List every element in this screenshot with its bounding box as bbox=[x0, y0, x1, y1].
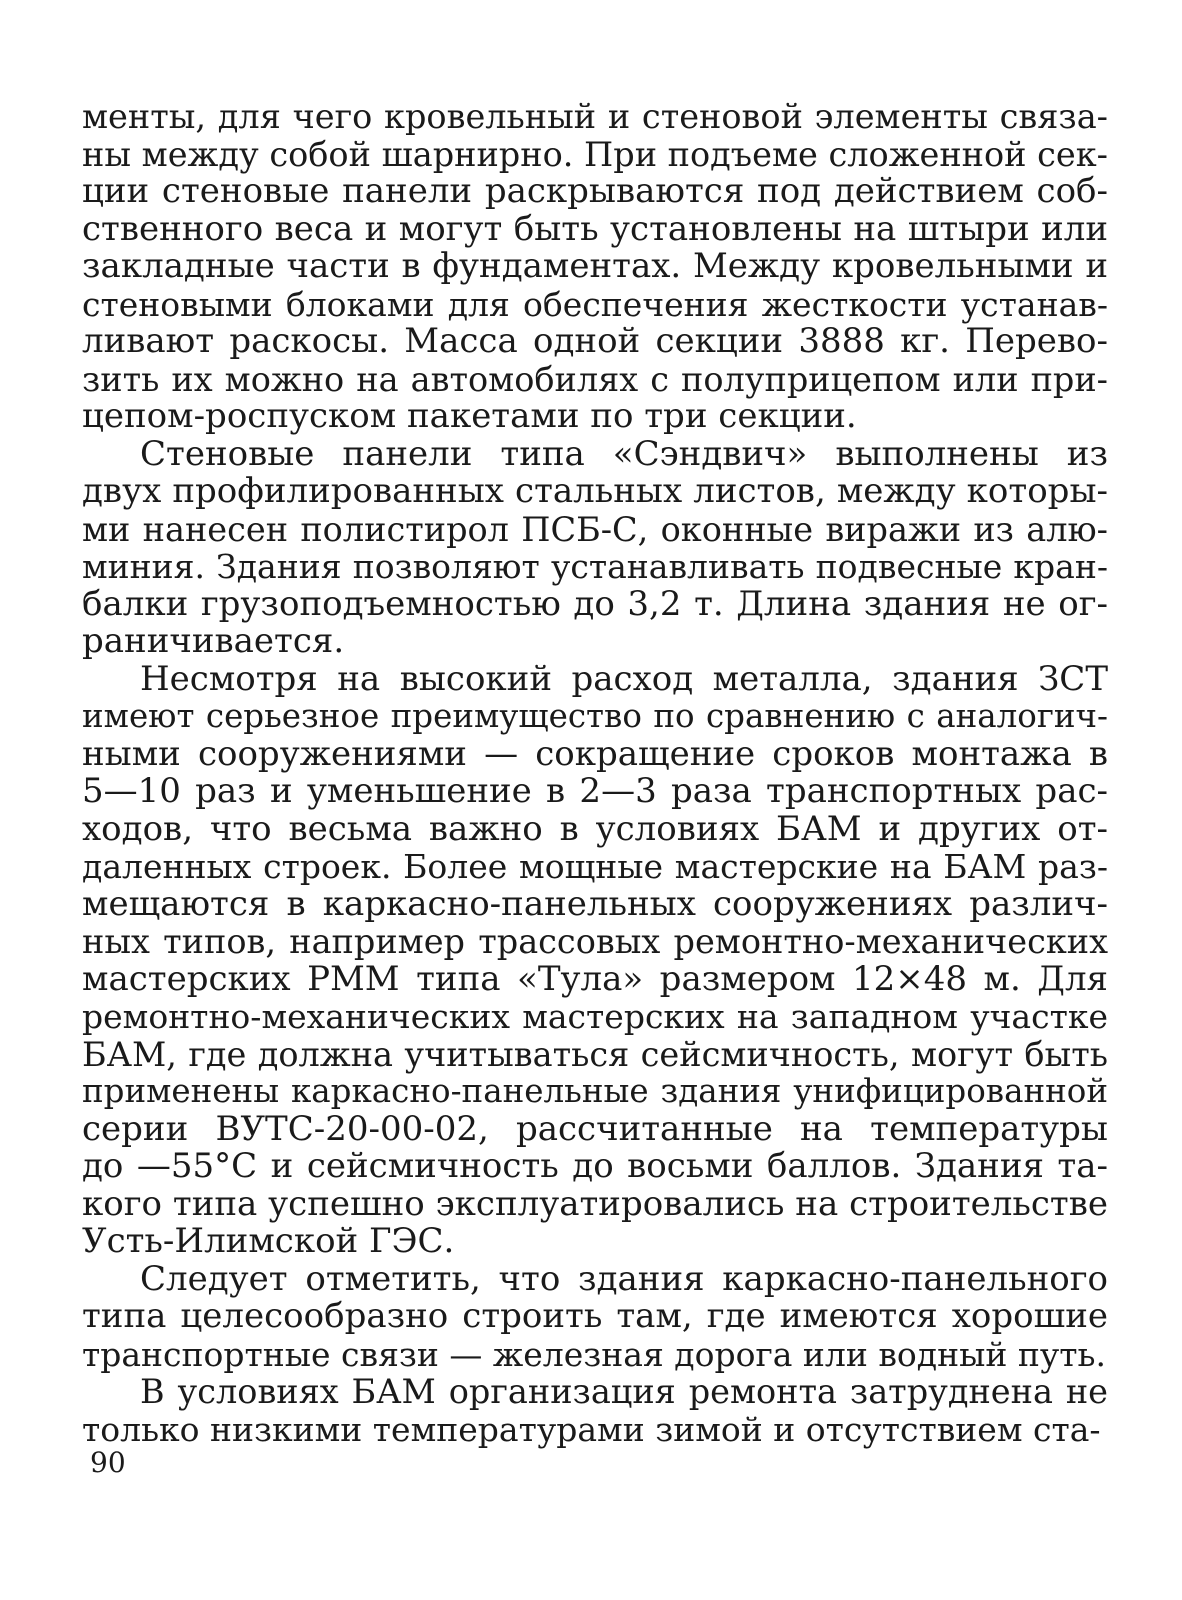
text-line: раничивается. bbox=[82, 621, 345, 661]
body-text bbox=[82, 98, 1108, 1448]
text-line: ственного веса и могут быть установлены на штыри или bbox=[82, 208, 1108, 249]
paragraph bbox=[82, 433, 1108, 661]
text-line: ми нанесен полистирол ПСБ-С, оконные виражи из алю- bbox=[82, 509, 1108, 549]
text-line: менты, для чего кровельный и стеновой элементы связа- bbox=[82, 97, 1108, 136]
text-line: ходов, что весьма важно в условиях БАМ и других от- bbox=[82, 808, 1108, 849]
text-line: кого типа успешно эксплуатировались на строительстве bbox=[82, 1183, 1108, 1224]
text-line: ных типов, например трассовых ремонтно-механических bbox=[82, 922, 1108, 961]
text-line: БАМ, где должна учитываться сейсмичность, могут быть bbox=[82, 1034, 1108, 1074]
text-line: 5—10 раз и уменьшение в 2—3 раза транспортных рас- bbox=[82, 771, 1108, 811]
page-number: 90 bbox=[90, 1446, 126, 1479]
text-line: В условиях БАМ организация ремонта затруднена не bbox=[140, 1372, 1108, 1411]
paragraph bbox=[82, 1258, 1108, 1374]
text-line: Несмотря на высокий расход металла, здания ЗСТ bbox=[140, 658, 1108, 699]
text-line: двух профилированных стальных листов, между которы- bbox=[82, 471, 1108, 511]
text-line: Усть-Илимской ГЭС. bbox=[82, 1221, 455, 1261]
text-line: применены каркасно-панельные здания унифицированной bbox=[82, 1072, 1108, 1110]
text-line: ны между собой шарнирно. При подъеме сложенной сек- bbox=[82, 134, 1108, 174]
text-line: закладные части в фундаментах. Между кровельными и bbox=[82, 246, 1108, 286]
text-line: стеновыми блоками для обеспечения жесткости устанав- bbox=[82, 284, 1108, 324]
text-line: ливают раскосы. Масса одной секции 3888 кг. Перево- bbox=[82, 321, 1108, 361]
text-line: балки грузоподъемностью до 3,2 т. Длина здания не ог- bbox=[82, 583, 1108, 624]
text-line: транспортные связи — железная дорога или водный путь. bbox=[82, 1334, 1106, 1374]
text-line: Следует отметить, что здания каркасно-панельного bbox=[140, 1258, 1108, 1299]
text-line: Стеновые панели типа «Сэндвич» выполнены из bbox=[140, 433, 1108, 474]
text-line: миния. Здания позволяют устанавливать подвесные кран- bbox=[82, 547, 1108, 586]
text-line: типа целесообразно строить там, где имеются хорошие bbox=[82, 1296, 1108, 1336]
text-line: ремонтно-механических мастерских на западном участке bbox=[82, 997, 1108, 1036]
text-line: даленных строек. Более мощные мастерские на БАМ раз- bbox=[82, 847, 1108, 886]
text-line: только низкими температурами зимой и отсутствием ста- bbox=[82, 1409, 1101, 1449]
text-line: мещаются в каркасно-панельных сооружениях различ- bbox=[82, 883, 1108, 924]
paragraph bbox=[82, 98, 1108, 436]
page bbox=[82, 98, 1108, 1538]
text-line: мастерских РММ типа «Тула» размером 12×48 м. Для bbox=[82, 958, 1108, 999]
text-line: зить их можно на автомобилях с полуприцепом или при- bbox=[82, 359, 1108, 399]
text-line: цепом-роспуском пакетами по три секции. bbox=[82, 396, 857, 436]
paragraph bbox=[82, 658, 1108, 1261]
text-line: ции стеновые панели раскрываются под действием соб- bbox=[82, 171, 1108, 211]
text-line: ными сооружениями — сокращение сроков монтажа в bbox=[82, 733, 1108, 774]
text-line: серии ВУТС-20-00-02, рассчитанные на температуры bbox=[82, 1108, 1108, 1149]
text-line: имеют серьезное преимущество по сравнению с аналогич- bbox=[82, 697, 1108, 735]
paragraph bbox=[82, 1373, 1108, 1448]
text-line: до —55°С и сейсмичность до восьми баллов. Здания та- bbox=[82, 1146, 1108, 1186]
